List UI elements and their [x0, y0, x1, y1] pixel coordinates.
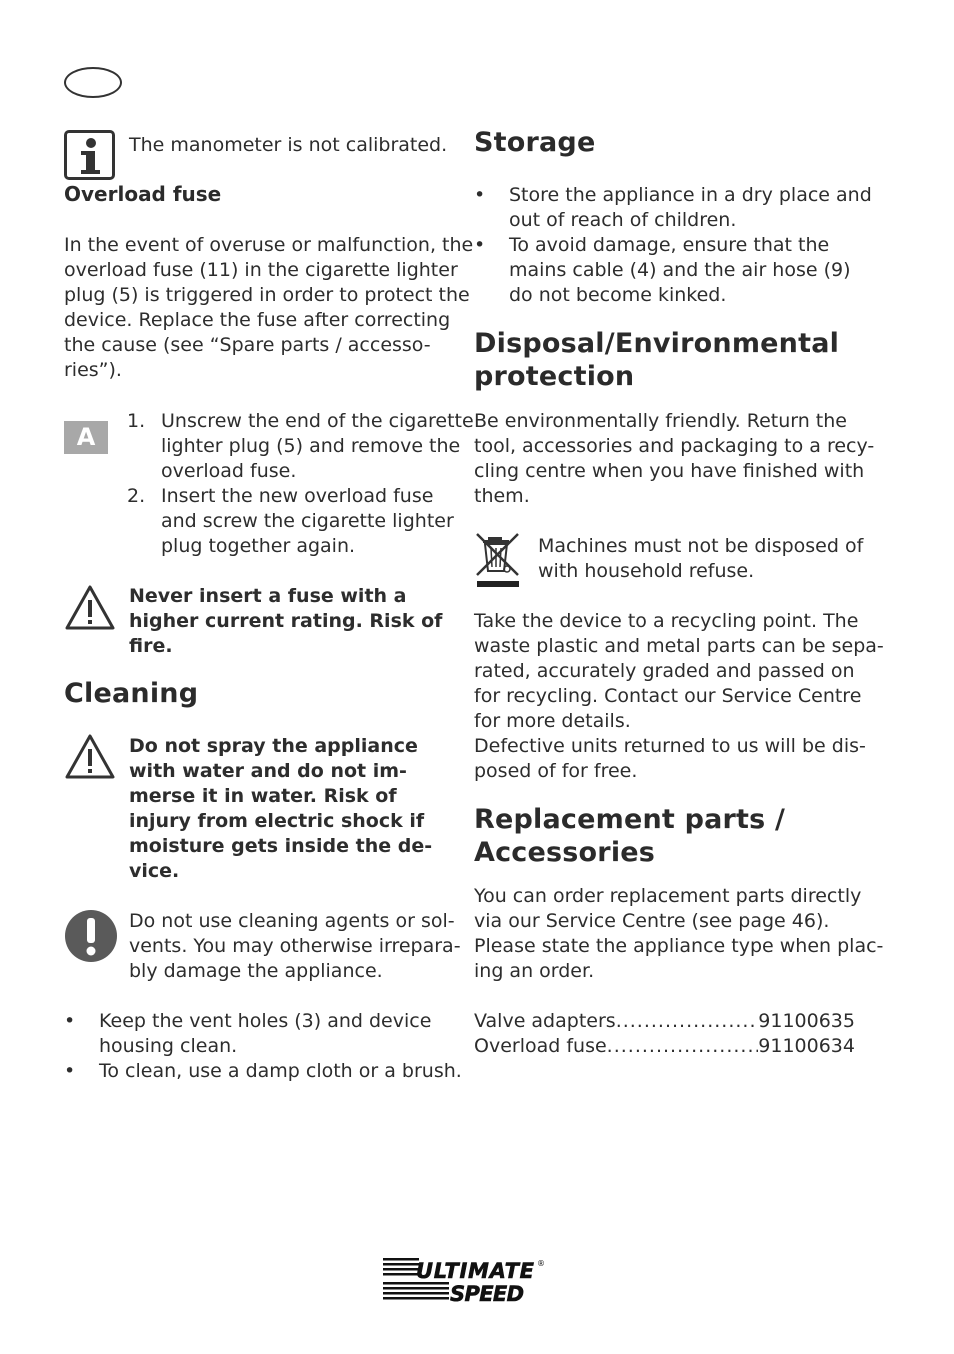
part-name: Valve adapters [474, 1010, 616, 1032]
section-title-replacement-parts: Replacement parts / Accessories [474, 804, 786, 868]
parts-list [474, 1009, 855, 1059]
part-number: 91100635 [758, 1010, 855, 1032]
overload-paragraph: In the event of overuse or malfunction, the overload fuse (11) in the cigarette lighter plug (5) is triggered in order to protect the device. Replace the fuse after correcting the cause (see “Spare parts / accesso- ries”). [64, 234, 474, 381]
list-item: • To clean, use a damp cloth or a brush. [64, 1060, 462, 1082]
info-note: The manometer is not calibrated. [129, 134, 448, 156]
list-item: 2. Insert the new overload fuse and screw the cigarette lighter plug together again. [127, 485, 454, 557]
cleaning-warning: Do not spray the appliance with water and do not im- merse it in water. Risk of injury from electric shock if moisture gets inside the de- vice. [129, 735, 433, 882]
part-number: 91100634 [758, 1035, 855, 1057]
list-item: • Keep the vent holes (3) and device housing clean. [64, 1010, 432, 1057]
list-item: 1. Unscrew the end of the cigarette lighter plug (5) and remove the overload fuse. [127, 410, 474, 482]
list-item: • To avoid damage, ensure that the mains cable (4) and the air hose (9) do not become kinked. [474, 234, 851, 306]
overload-steps-list [127, 409, 474, 559]
list-item: • Store the appliance in a dry place and out of reach of children. [474, 184, 872, 231]
storage-bullets [474, 183, 872, 308]
section-title-storage: Storage [474, 127, 596, 158]
language-badge [64, 67, 122, 98]
cleaning-bullets [64, 1009, 462, 1084]
weee-note: Machines must not be disposed of with household refuse. [538, 535, 864, 582]
list-item [474, 1034, 855, 1059]
crossed-out-bin-icon [474, 531, 524, 589]
logo-registered-mark: ® [537, 1259, 545, 1268]
disposal-paragraph-1: Be environmentally friendly. Return the tool, accessories and packaging to a recy- cling centre when you have finished with them. [474, 410, 875, 507]
logo-wordmark-line2: SPEED [450, 1282, 524, 1306]
section-title-cleaning: Cleaning [64, 678, 199, 709]
warning-triangle-icon [64, 733, 116, 781]
parts-paragraph: You can order replacement parts directly via our Service Centre (see page 46). Please state the appliance type when plac- ing an order. [474, 885, 884, 982]
section-title-overload-fuse: Overload fuse [64, 182, 222, 206]
brand-logo [380, 1256, 550, 1306]
caution-exclamation-icon [64, 909, 118, 963]
disposal-paragraph-2: Take the device to a recycling point. The waste plastic and metal parts can be sepa- rated, accurately graded and passed on for recycling. Contact our Service Centre for more details. Defective units returned to us will be dis- posed of for free. [474, 610, 884, 782]
logo-wordmark-line1: ULTIMATE [416, 1259, 534, 1283]
cleaning-caution: Do not use cleaning agents or sol- vents. You may otherwise irrepara- bly damage the appliance. [129, 910, 461, 982]
warning-triangle-icon [64, 584, 116, 632]
list-item [474, 1009, 855, 1034]
part-name: Overload fuse [474, 1035, 607, 1057]
figure-reference-badge: A [64, 421, 108, 454]
section-title-disposal: Disposal/Environmental protection [474, 328, 840, 392]
overload-warning: Never insert a fuse with a higher current rating. Risk of fire. [129, 585, 443, 657]
info-icon [64, 130, 115, 180]
